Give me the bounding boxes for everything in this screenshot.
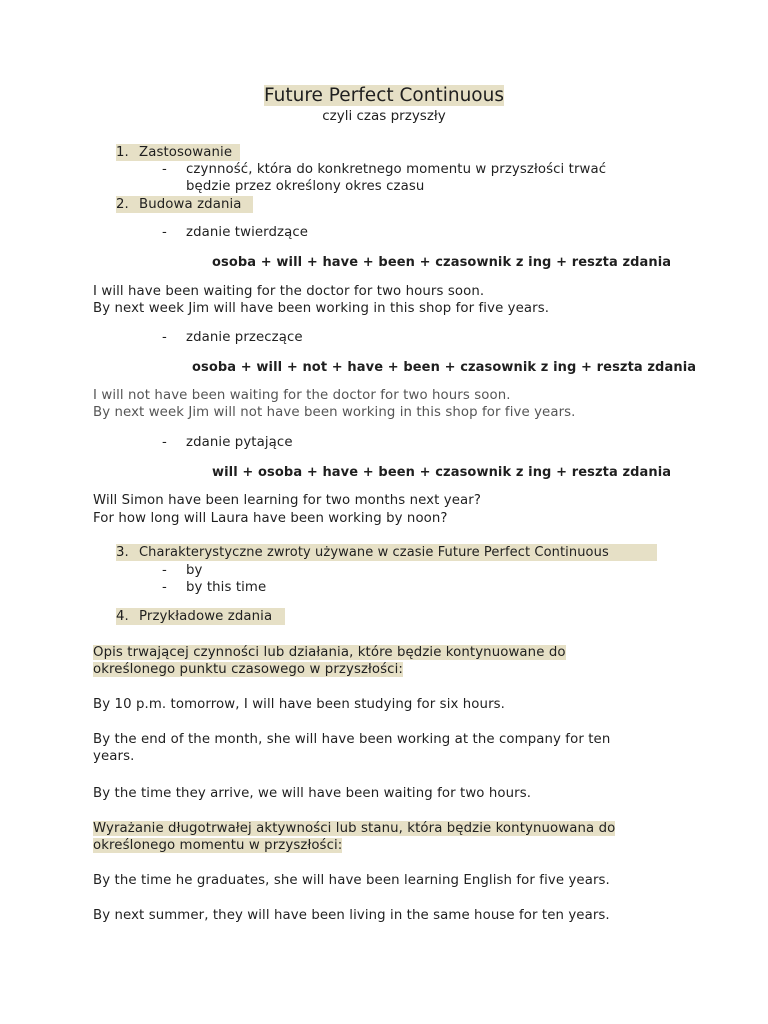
section-4-title: Przykładowe zdania [139,609,273,624]
section-1-heading [116,144,240,161]
negative-dash: - [162,330,167,345]
example-sentence-2-line-2: years. [93,749,135,764]
description-2-line-2 [93,837,342,854]
section-3-item-1: by [186,563,203,578]
description-2-line-1 [93,820,615,837]
description-1-line-2 [93,661,403,678]
negative-example-1: I will not have been waiting for the doctor for two hours soon. [93,388,511,403]
section-2-title: Budowa zdania [139,197,242,212]
section-1-line-2: będzie przez określony okres czasu [186,179,425,194]
negative-example-2: By next week Jim will not have been working in this shop for five years. [93,405,576,420]
page-subtitle: czyli czas przyszły [322,108,446,124]
negative-formula: osoba + will + not + have + been + czasownik z ing + reszta zdania [192,360,697,375]
affirmative-example-1: I will have been waiting for the doctor for two hours soon. [93,284,485,299]
description-2-text-2: określonego momentu w przyszłości: [93,838,343,853]
affirmative-example-2: By next week Jim will have been working in this shop for five years. [93,301,550,316]
section-3-heading [116,544,657,561]
question-example-1: Will Simon have been learning for two months next year? [93,493,481,508]
section-1-line-1: czynność, która do konkretnego momentu w przyszłości trwać [186,162,607,177]
question-formula: will + osoba + have + been + czasownik z ing + reszta zdania [212,465,672,480]
question-dash: - [162,435,167,450]
section-4-heading [116,608,285,625]
section-3-dash-1: - [162,563,167,578]
section-3-title: Charakterystyczne zwroty używane w czasie Future Perfect Continuous [139,545,609,560]
negative-label: zdanie przeczące [186,330,303,345]
affirmative-dash: - [162,225,167,240]
section-3-dash-2: - [162,580,167,595]
example-sentence-5: By next summer, they will have been living in the same house for ten years. [93,908,610,923]
title-row [0,85,768,107]
question-example-2: For how long will Laura have been working by noon? [93,511,448,526]
example-sentence-1: By 10 p.m. tomorrow, I will have been studying for six hours. [93,697,505,712]
description-1-text-2: określonego punktu czasowego w przyszłości: [93,662,403,677]
section-3-number: 3. [116,545,129,560]
section-3-item-2: by this time [186,580,267,595]
example-sentence-4: By the time he graduates, she will have been learning English for five years. [93,873,610,888]
example-sentence-2-line-1: By the end of the month, she will have been working at the company for ten [93,732,611,747]
affirmative-formula: osoba + will + have + been + czasownik z ing + reszta zdania [212,255,672,270]
example-sentence-3: By the time they arrive, we will have been waiting for two hours. [93,786,532,801]
page-title: Future Perfect Continuous [264,85,504,106]
section-4-number: 4. [116,609,129,624]
section-1-dash: - [162,162,167,177]
description-1-text-1: Opis trwającej czynności lub działania, które będzie kontynuowane do [93,645,566,660]
section-1-title: Zastosowanie [139,145,233,160]
section-2-number: 2. [116,197,129,212]
affirmative-label: zdanie twierdzące [186,225,309,240]
section-2-heading [116,196,253,213]
section-1-number: 1. [116,145,129,160]
question-label: zdanie pytające [186,435,293,450]
description-2-text-1: Wyrażanie długotrwałej aktywności lub stanu, która będzie kontynuowana do [93,821,616,836]
description-1-line-1 [93,644,566,661]
